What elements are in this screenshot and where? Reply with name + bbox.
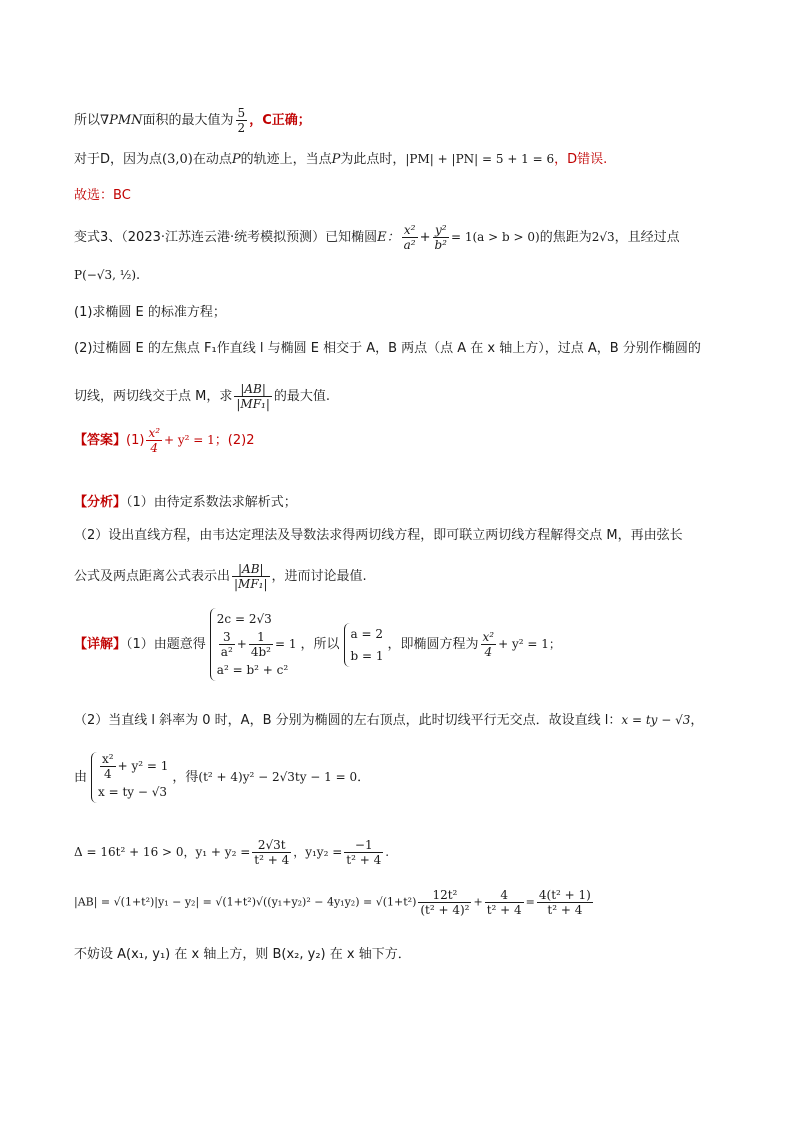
conclusion-line-c <box>74 106 734 135</box>
text: (1) <box>126 433 145 448</box>
text: ，y₁y₂ = <box>293 845 343 859</box>
answer-line <box>74 426 734 455</box>
text: ，所以 <box>300 637 340 652</box>
eq: b = 1 <box>350 648 384 663</box>
denominator: 4 <box>150 441 159 455</box>
numerator: |AB| <box>232 562 270 577</box>
answer-choice: 故选：BC <box>74 188 131 203</box>
fraction <box>433 223 450 252</box>
math: E： <box>377 230 400 245</box>
fraction <box>537 888 593 917</box>
numerator: x² <box>148 426 161 440</box>
last-line: 不妨设 A(x₁, y₁) 在 x 轴上方，则 B(x₂, y₂) 在 x 轴下方． <box>74 947 411 962</box>
fraction <box>249 630 273 659</box>
numerator: −1 <box>344 838 383 853</box>
fraction <box>232 562 270 591</box>
eq <box>98 752 168 781</box>
denominator: a² <box>220 645 233 659</box>
text: + y² = 1 <box>117 759 169 773</box>
text: ，y₁ + y₂ = <box>183 845 251 859</box>
text: 的最大值. <box>273 389 331 404</box>
analysis-1 <box>74 494 734 512</box>
problem-statement: 变式3、（2023·江苏连云港·统考模拟预测）已知椭圆E： $\frac{\text{x²}}{\text{a²}}$ + $\frac{\text{y²}}{\text{b²}}$ = 1(a > b > 0)的焦距为2√3，且经过点 <box>74 223 680 252</box>
text: （2）当直线 l 斜率为 0 时，A，B 分别为椭圆的左右顶点，此时切线平行无交点．故设直线 l： <box>74 713 622 728</box>
text: + <box>473 895 483 909</box>
solution-system <box>344 623 384 667</box>
point-line <box>74 266 734 285</box>
fraction <box>234 382 272 411</box>
numerator: x² <box>482 630 495 644</box>
fraction <box>100 752 116 781</box>
fraction <box>344 838 383 867</box>
eq: 2c = 2√3 <box>216 612 272 626</box>
text: 的轨迹上，当点 <box>240 152 332 167</box>
text: ，且经过点 <box>614 230 680 245</box>
text: = 1 <box>274 637 297 651</box>
denominator: 4 <box>484 645 493 659</box>
question-2: (2)过椭圆 E 的左焦点 F₁作直线 l 与椭圆 E 相交于 A，B 两点（点 A 在 x 轴上方），过点 A，B 分别作椭圆的 <box>74 341 701 356</box>
text: ，得 <box>172 770 199 785</box>
eq: $\frac{3}{\text{a²}}$ + $\frac{1}{\text{4b²}}$ = 1 <box>220 630 297 659</box>
option-d-wrong: ，D错误. <box>554 152 608 167</box>
text: 所以 <box>74 113 101 128</box>
point: P(−√3, ½) <box>74 268 137 282</box>
math: P <box>331 152 341 167</box>
numerator: |AB| <box>234 382 272 397</box>
text: 的焦距为 <box>539 230 592 245</box>
numerator: y² <box>433 223 450 238</box>
denominator: t² + 4 <box>486 903 522 917</box>
denominator: (t² + 4)² <box>420 903 470 917</box>
fraction <box>418 888 471 917</box>
denominator: 4 <box>103 767 112 781</box>
text: （1）由待定系数法求解析式； <box>126 495 297 510</box>
eq: a² = b² + c² <box>216 663 289 677</box>
equation-system <box>210 608 297 681</box>
text: = <box>525 895 535 909</box>
part2-line <box>74 711 734 730</box>
answer-label: 【答案】 <box>74 433 127 448</box>
denominator: a² <box>403 238 416 252</box>
numerator: 4 <box>485 888 524 903</box>
equation: + y² = 1 <box>164 433 215 447</box>
text: （1）由题意得 <box>126 637 206 652</box>
fraction <box>219 630 235 659</box>
text: 公式及两点距离公式表示出 <box>74 569 231 584</box>
text: 由 <box>74 770 88 785</box>
text: 为此点时， <box>340 152 406 167</box>
denominator: b² <box>434 238 447 252</box>
text: 对于D，因为点 <box>74 152 163 167</box>
equation: + y² = 1； <box>498 637 561 651</box>
value: 2√3 <box>591 230 615 244</box>
math: P <box>231 152 241 167</box>
equation: x = ty − √3 <box>621 713 691 727</box>
denominator: t² + 4 <box>346 853 382 867</box>
fraction <box>485 888 524 917</box>
equation: |PM| + |PN| = 5 + 1 = 6 <box>405 152 555 166</box>
detail-label: 【详解】 <box>74 637 127 652</box>
fraction <box>402 223 418 252</box>
text: ，即椭圆方程为 <box>387 637 479 652</box>
eq: a = 2 <box>350 626 383 641</box>
text: . <box>136 268 141 283</box>
delta-line <box>74 838 734 867</box>
text: ． <box>357 770 371 785</box>
denominator: |MF₁| <box>234 577 268 591</box>
numerator: x² <box>402 223 418 238</box>
equation: Δ = 16t² + 16 > 0 <box>74 845 184 859</box>
point: (3,0) <box>162 152 193 167</box>
fraction <box>252 838 291 867</box>
numerator: 3 <box>219 630 235 645</box>
numerator: x² <box>102 752 114 766</box>
detail-1 <box>74 608 734 681</box>
denominator: |MF₁| <box>236 397 270 411</box>
analysis-label: 【分析】 <box>74 495 127 510</box>
numerator: 4(t² + 1) <box>538 888 591 902</box>
text: ；(2)2 <box>214 433 255 448</box>
ab-line <box>74 888 734 917</box>
numerator: 5 <box>237 106 246 120</box>
text: 面积的最大值为 <box>142 113 234 128</box>
numerator: 12t² <box>418 888 471 903</box>
analysis-3 <box>74 562 734 591</box>
denominator: 4b² <box>250 645 271 659</box>
equation: |AB| = √(1+t²)|y₁ − y₂| = √(1+t²)√((y₁+y₂)² − 4y₁y₂) = √(1+t²) <box>74 895 417 909</box>
question-2-cont <box>74 382 734 411</box>
option-c-correct: ，C正确； <box>249 113 311 128</box>
equation: (t² + 4)y² − 2√3ty − 1 = 0 <box>198 770 358 784</box>
equation-system <box>91 752 168 803</box>
text: 在动点 <box>192 152 232 167</box>
equation: = 1(a > b > 0) <box>451 230 540 244</box>
numerator: 2√3t <box>252 838 291 853</box>
system-line <box>74 752 734 803</box>
option-d-line <box>74 150 734 169</box>
numerator: 1 <box>249 630 273 645</box>
eq: x = ty − √3 <box>98 785 168 799</box>
text: ，进而讨论最值. <box>271 569 367 584</box>
question-1: (1)求椭圆 E 的标准方程； <box>74 305 226 320</box>
fraction <box>236 106 248 135</box>
denominator: 2 <box>237 121 246 135</box>
text: . <box>385 845 390 859</box>
text: 切线，两切线交于点 M，求 <box>74 389 233 404</box>
text: 变式3、（2023·江苏连云港·统考模拟预测）已知椭圆 <box>74 230 378 245</box>
analysis-2: （2）设出直线方程，由韦达定理法及导数法求得两切线方程，即可联立两切线方程解得交点 M，再由弦长 <box>74 528 683 543</box>
text: ， <box>690 713 704 728</box>
fraction <box>146 426 162 455</box>
math: ∇PMN <box>100 113 143 128</box>
denominator: t² + 4 <box>254 853 290 867</box>
fraction <box>481 630 497 659</box>
denominator: t² + 4 <box>547 903 583 917</box>
